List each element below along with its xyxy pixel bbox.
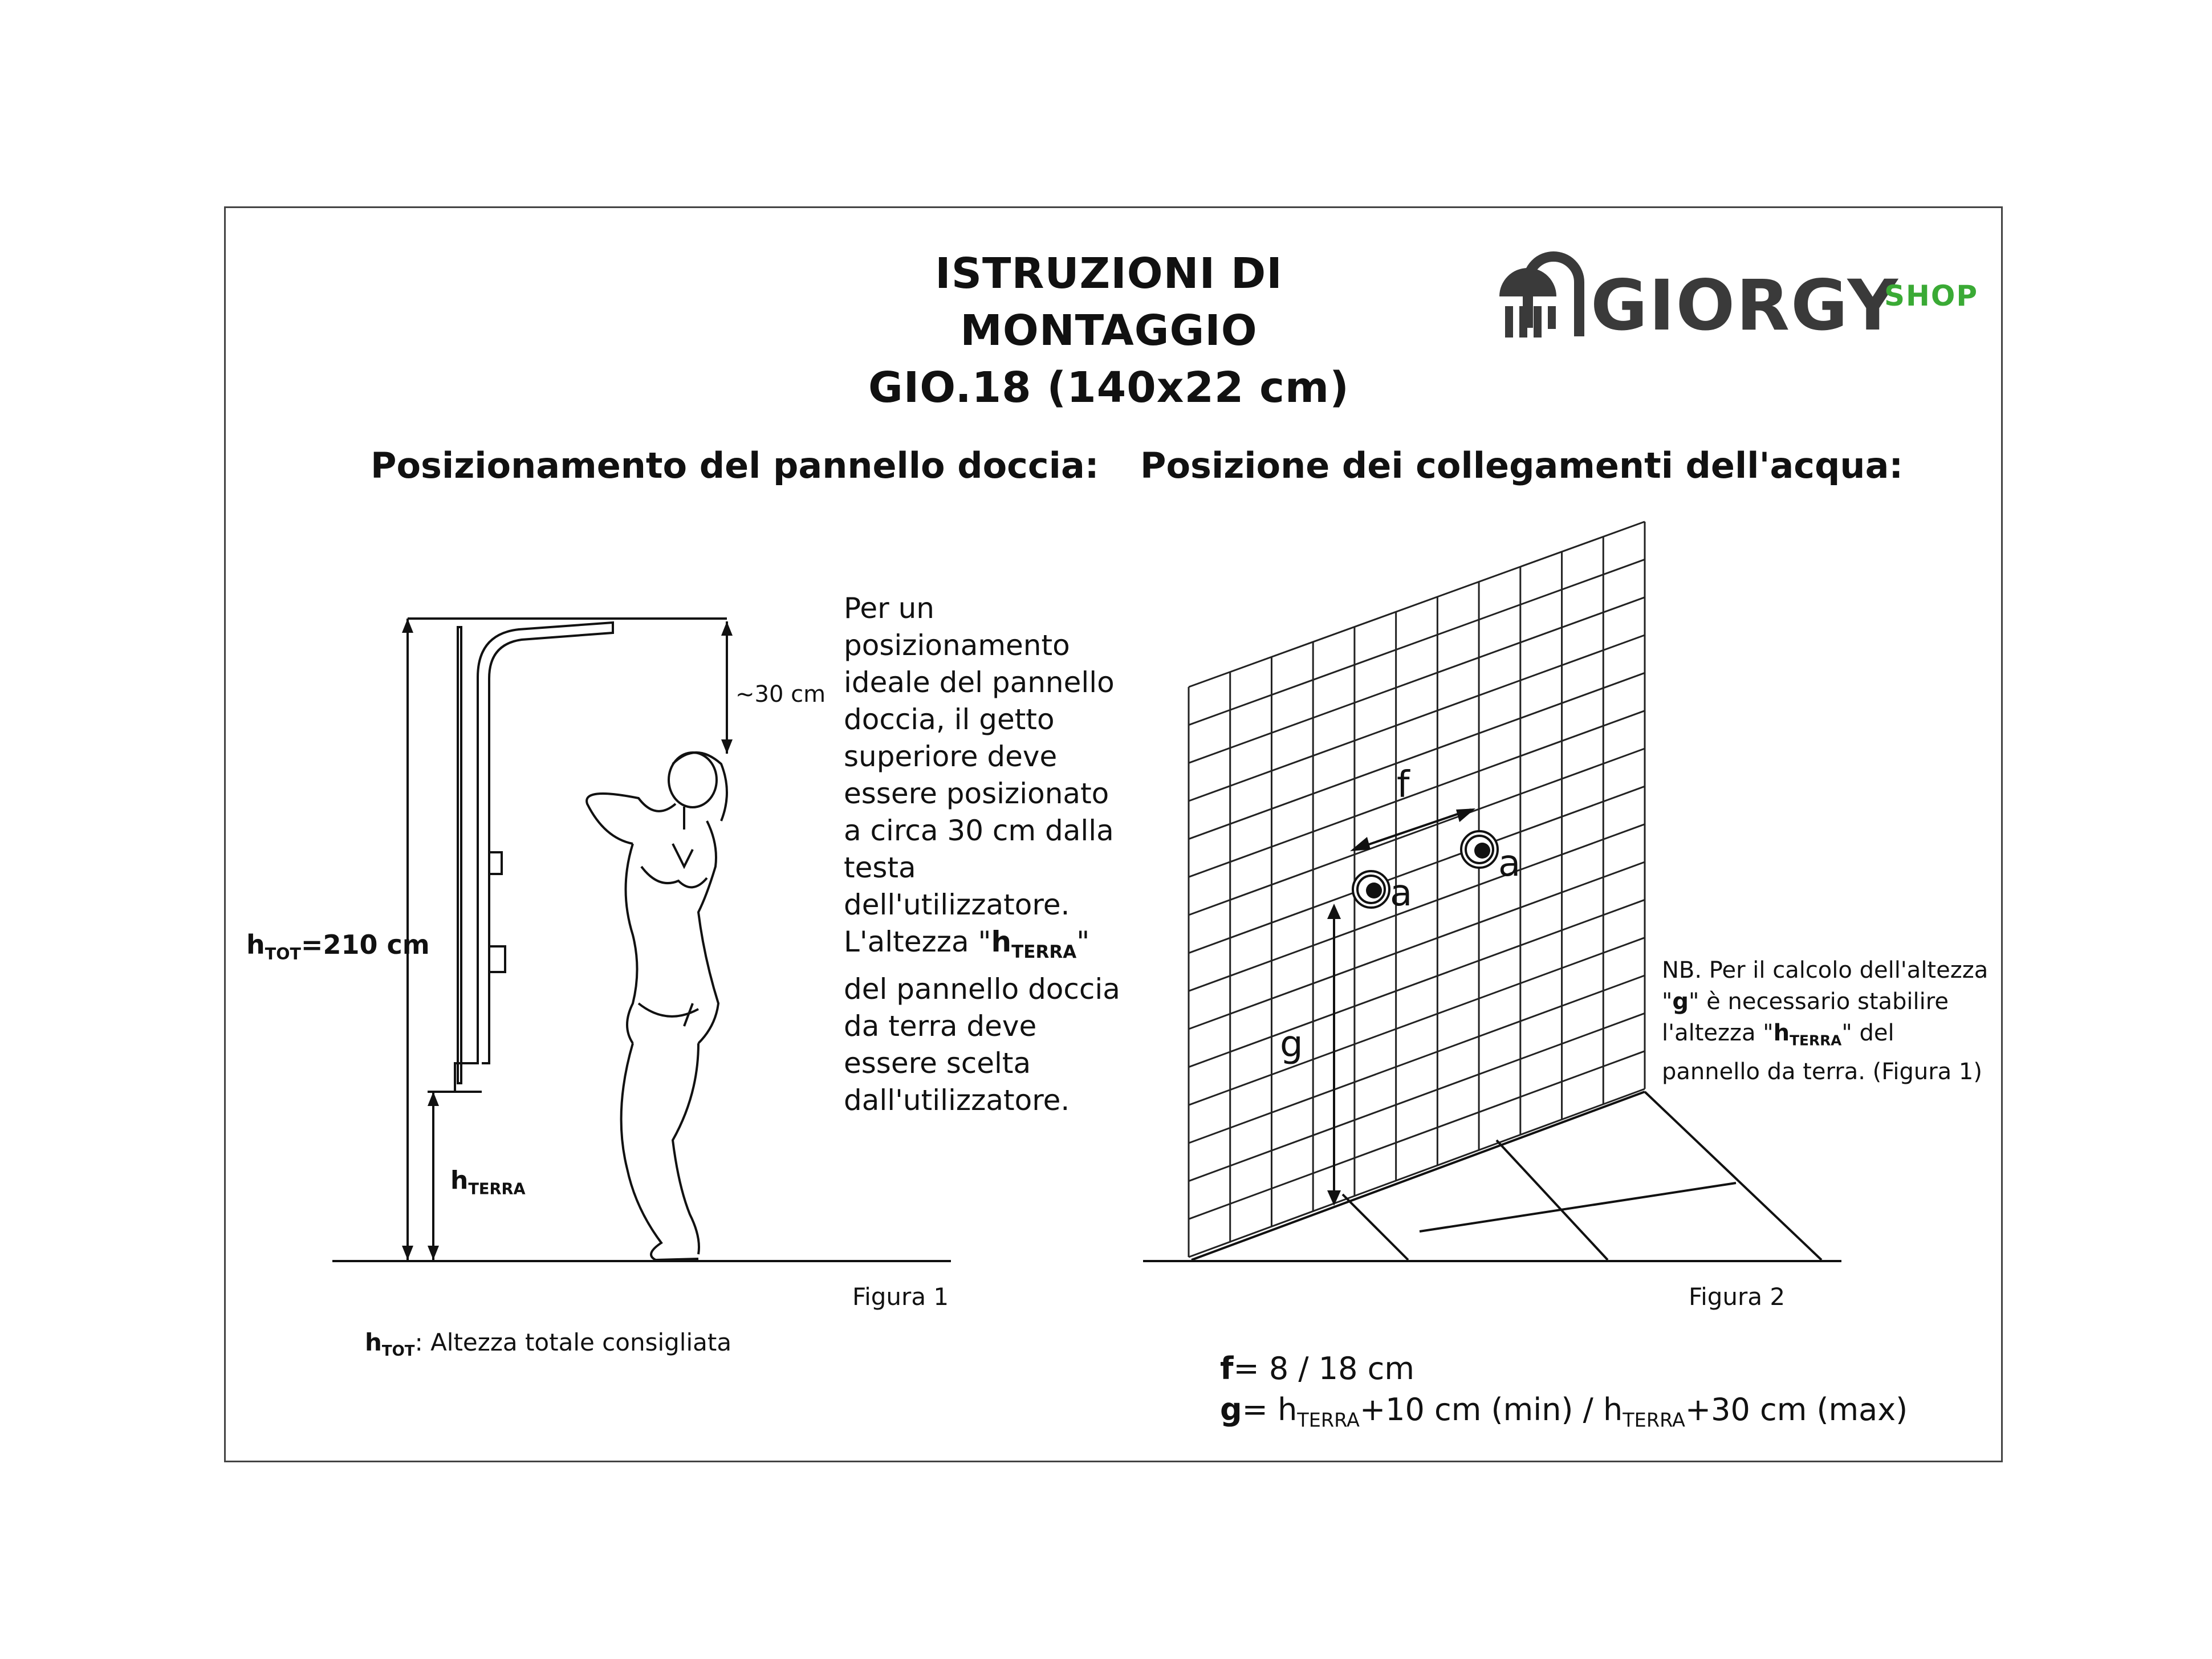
right-section-heading: Posizione dei collegamenti dell'acqua: (1140, 445, 1904, 486)
top-distance-label: ~30 cm (735, 681, 826, 707)
tile-grid-line (1189, 824, 1645, 991)
title-line-2: GIO.18 (140x22 cm) (868, 363, 1349, 412)
tile-grid-line (1189, 597, 1645, 763)
tile-grid-line (1189, 711, 1645, 877)
a-label-1: a (1390, 872, 1413, 914)
tile-grid-line (1189, 786, 1645, 953)
tile-grid-line (1189, 938, 1645, 1105)
h-tot-label: $h_{TOT}=210$ cm (246, 929, 430, 963)
tile-grid-line (1189, 559, 1645, 725)
tile-grid-line (1189, 749, 1645, 915)
h-tot-legend: $h_{TOT}$: Altezza totale consigliata (365, 1328, 732, 1360)
tile-grid-line (1189, 673, 1645, 839)
brand-name: GIORGY (1591, 265, 1899, 346)
a-label-2: a (1498, 843, 1521, 885)
calculation-note: NB. Per il calcolo dell'altezza "g" è necessario stabilire l'altezza "$h_{TERRA}$" del pannello da terra. (Figura 1) (1662, 957, 1989, 1085)
formula-f: f= 8 / 18 cm (1220, 1351, 1414, 1386)
formulas (1220, 1348, 1961, 1441)
h-terra-label: $h_{TERRA}$ (450, 1166, 526, 1198)
tile-grid-line (1189, 1051, 1645, 1219)
f-label: f (1397, 764, 1410, 806)
water-connection-a-1 (1353, 871, 1389, 908)
tile-grid-line (1189, 1089, 1645, 1257)
left-description: Per un posizionamento ideale del pannello doccia, il getto superiore deve essere posizionato a circa 30 cm dalla testa dell'utilizzatore. L'altezza "$h_{TERRA}$" del pannello doccia da terra deve essere scelta dall'utilizzatore. (844, 592, 1120, 1117)
f-dimension-arrow (1354, 810, 1471, 849)
tile-grid-line (1189, 1013, 1645, 1181)
title-line-1: ISTRUZIONI DI MONTAGGIO (935, 249, 1283, 355)
figure-2-caption: Figura 2 (1689, 1283, 1786, 1311)
water-connection-a-2 (1461, 831, 1498, 868)
brand-suffix: SHOP (1884, 279, 1979, 312)
tile-grid-line (1189, 522, 1645, 687)
left-section-heading: Posizionamento del pannello doccia: (371, 445, 1099, 486)
formula-g: $g= h_{TERRA}+10$ cm $(\min) / h_{TERRA}+30$ cm (max) (1220, 1392, 1908, 1432)
tile-grid-line (1189, 862, 1645, 1029)
tile-grid-line (1189, 635, 1645, 801)
tile-grid-line (1189, 900, 1645, 1067)
g-label: g (1280, 1023, 1303, 1066)
figure-1-caption: Figura 1 (852, 1283, 949, 1311)
